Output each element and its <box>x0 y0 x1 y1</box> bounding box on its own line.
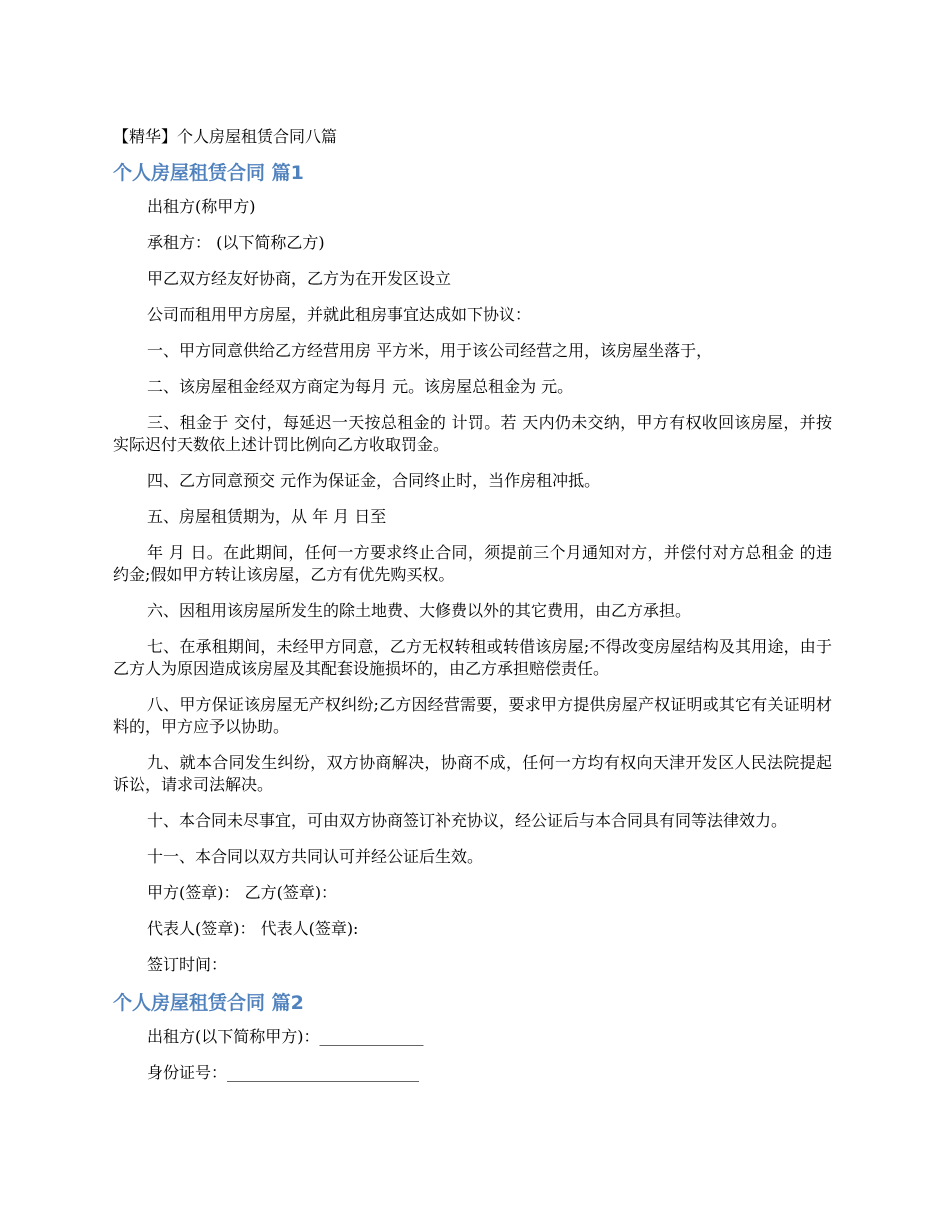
section-2 <box>113 990 832 1084</box>
paragraph: 出租方(称甲方) <box>147 197 256 216</box>
paragraph: 出租方(以下简称甲方)：_____________ <box>147 1027 424 1046</box>
paragraph: 三、租金于 交付，每延迟一天按总租金的 计罚。若 天内仍未交纳，甲方有权收回该房屋，并按实际迟付天数依上述计罚比例向乙方收取罚金。 <box>113 413 832 454</box>
paragraph: 一、甲方同意供给乙方经营用房 平方米，用于该公司经营之用，该房屋坐落于， <box>147 341 713 360</box>
paragraph: 九、就本合同发生纠纷，双方协商解决，协商不成，任何一方均有权向天津开发区人民法院提起诉讼，请求司法解决。 <box>113 753 832 794</box>
paragraph: 四、乙方同意预交 元作为保证金，合同终止时，当作房租冲抵。 <box>147 471 601 490</box>
paragraph: 八、甲方保证该房屋无产权纠纷;乙方因经营需要，要求甲方提供房屋产权证明或其它有关证明材料的，甲方应予以协助。 <box>113 695 832 736</box>
paragraph: 身份证号：________________________ <box>147 1063 420 1082</box>
paragraph: 承租方： (以下简称乙方) <box>147 233 325 252</box>
paragraph: 公司而租用甲方房屋，并就此租房事宜达成如下协议： <box>147 305 532 324</box>
paragraph: 五、房屋租赁期为，从 年 月 日至 <box>147 507 387 526</box>
paragraph: 十一、本合同以双方共同认可并经公证后生效。 <box>147 847 484 866</box>
paragraph: 六、因租用该房屋所发生的除土地费、大修费以外的其它费用，由乙方承担。 <box>147 601 692 620</box>
document-title: 【精华】个人房屋租赁合同八篇 <box>113 127 338 146</box>
paragraph: 七、在承租期间，未经甲方同意，乙方无权转租或转借该房屋;不得改变房屋结构及其用途，由于乙方人为原因造成该房屋及其配套设施损坏的，由乙方承担赔偿责任。 <box>113 637 832 678</box>
paragraph: 二、该房屋租金经双方商定为每月 元。该房屋总租金为 元。 <box>147 377 574 396</box>
paragraph: 十、本合同未尽事宜，可由双方协商签订补充协议，经公证后与本合同具有同等法律效力。 <box>147 811 788 830</box>
section-heading: 个人房屋租赁合同 篇1 <box>113 162 304 184</box>
paragraph: 年 月 日。在此期间，任何一方要求终止合同，须提前三个月通知对方，并偿付对方总租金 的违约金;假如甲方转让该房屋，乙方有优先购买权。 <box>113 543 832 584</box>
section-1 <box>113 160 832 976</box>
signing-date-line: 签订时间： <box>147 955 228 974</box>
section-heading: 个人房屋租赁合同 篇2 <box>113 992 304 1014</box>
signature-line: 甲方(签章)： 乙方(签章)： <box>147 883 338 902</box>
paragraph: 甲乙双方经友好协商，乙方为在开发区设立 <box>147 269 452 288</box>
signature-line: 代表人(签章)： 代表人(签章): <box>147 919 359 938</box>
